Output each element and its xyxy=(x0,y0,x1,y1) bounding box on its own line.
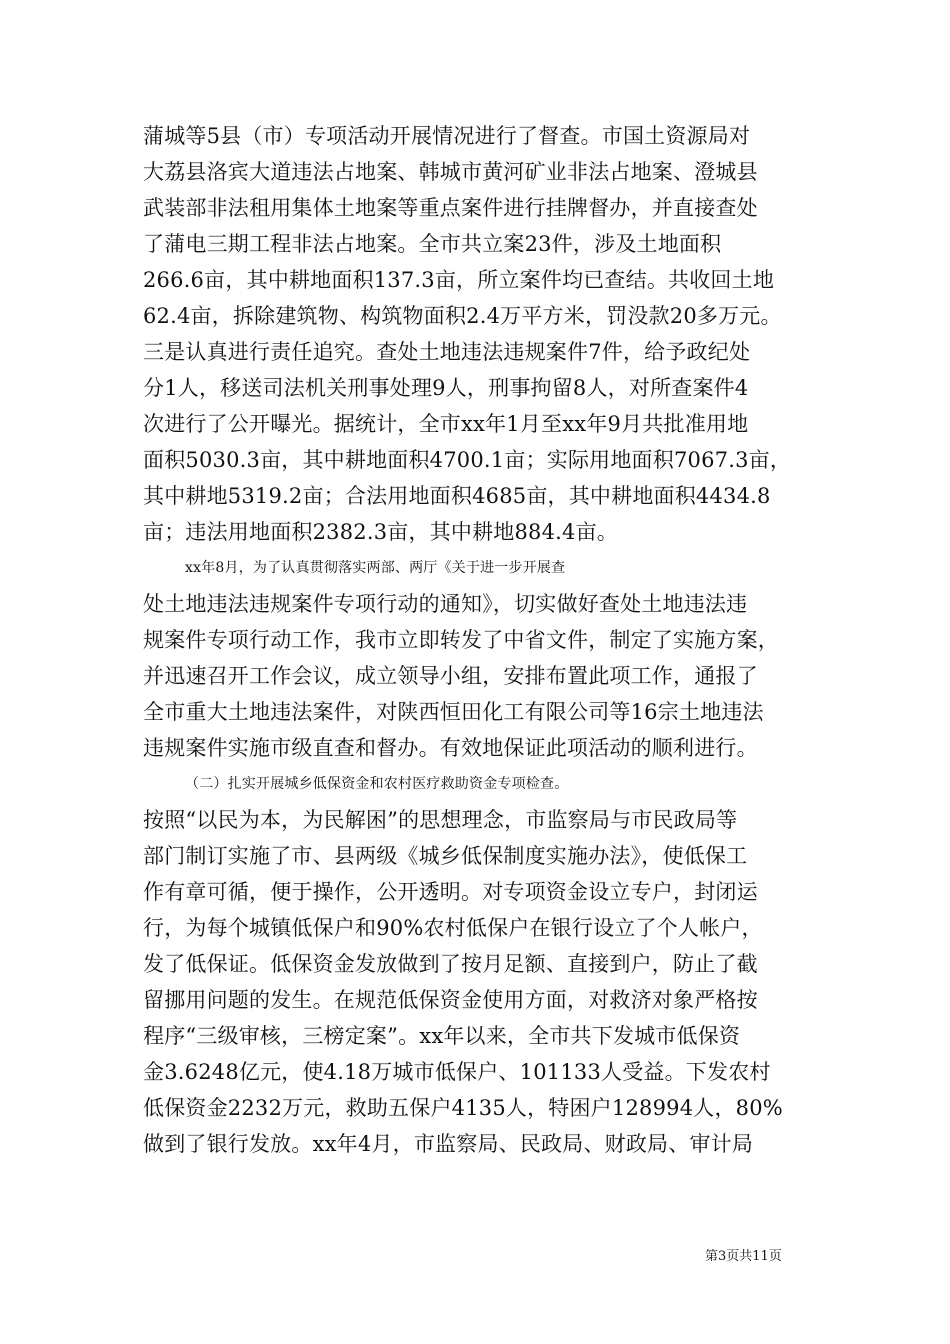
text-line: 了蒲电三期工程非法占地案。全市共立案23件，涉及土地面积 xyxy=(143,232,722,256)
text-line: 分1人，移送司法机关刑事处理9人，刑事拘留8人，对所查案件4 xyxy=(143,376,749,400)
text-line: 部门制订实施了市、县两级《城乡低保制度实施办法》，使低保工 xyxy=(143,844,748,868)
document-body xyxy=(143,118,823,1162)
text-line: （二）扎实开展城乡低保资金和农村医疗救助资金专项检查。 xyxy=(185,776,569,792)
text-line: 留挪用问题的发生。在规范低保资金使用方面，对救济对象严格按 xyxy=(143,988,758,1012)
text-line: 程序“三级审核，三榜定案”。xx年以来，全市共下发城市低保资 xyxy=(143,1024,741,1048)
text-line: xx年8月，为了认真贯彻落实两部、两厅《关于进一步开展查 xyxy=(185,560,566,576)
text-line: 处土地违法违规案件专项行动的通知》，切实做好查处土地违法违 xyxy=(143,592,748,616)
text-line: 全市重大土地违法案件，对陕西恒田化工有限公司等16宗土地违法 xyxy=(143,700,764,724)
text-line: 金3.6248亿元，使4.18万城市低保户、101133人受益。下发农村 xyxy=(143,1060,771,1084)
text-line: 按照“以民为本，为民解困”的思想理念，市监察局与市民政局等 xyxy=(143,808,738,832)
page-footer: 第3页共11页 xyxy=(705,1249,782,1264)
text-line: 大荔县洛宾大道违法占地案、韩城市黄河矿业非法占地案、澄城县 xyxy=(143,160,758,184)
text-line: 266.6亩，其中耕地面积137.3亩，所立案件均已查结。共收回土地 xyxy=(143,268,775,292)
text-line: 62.4亩，拆除建筑物、构筑物面积2.4万平方米，罚没款20多万元。 xyxy=(143,304,782,328)
text-line: 面积5030.3亩，其中耕地面积4700.1亩；实际用地面积7067.3亩， xyxy=(143,448,792,472)
text-line: 行，为每个城镇低保户和90%农村低保户在银行设立了个人帐户， xyxy=(143,916,763,940)
text-line: 次进行了公开曝光。据统计，全市xx年1月至xx年9月共批准用地 xyxy=(143,412,749,436)
text-line: 低保资金2232万元，救助五保户4135人，特困户128994人，80% xyxy=(143,1096,783,1120)
text-line: 规案件专项行动工作，我市立即转发了中省文件，制定了实施方案， xyxy=(143,628,779,652)
text-line: 三是认真进行责任追究。查处土地违法违规案件7件，给予政纪处 xyxy=(143,340,751,364)
text-line: 违规案件实施市级直查和督办。有效地保证此项活动的顺利进行。 xyxy=(143,736,758,760)
text-line: 发了低保证。低保资金发放做到了按月足额、直接到户，防止了截 xyxy=(143,952,758,976)
text-line: 作有章可循，便于操作，公开透明。对专项资金设立专户，封闭运 xyxy=(143,880,758,904)
text-line: 亩；违法用地面积2382.3亩，其中耕地884.4亩。 xyxy=(143,520,618,544)
text-line: 并迅速召开工作会议，成立领导小组，安排布置此项工作，通报了 xyxy=(143,664,758,688)
text-line: 其中耕地5319.2亩；合法用地面积4685亩，其中耕地面积4434.8 xyxy=(143,484,771,508)
text-line: 做到了银行发放。xx年4月，市监察局、民政局、财政局、审计局 xyxy=(143,1132,754,1156)
text-line: 武装部非法租用集体土地案等重点案件进行挂牌督办，并直接查处 xyxy=(143,196,758,220)
text-line: 蒲城等5县（市）专项活动开展情况进行了督查。市国土资源局对 xyxy=(143,124,751,148)
